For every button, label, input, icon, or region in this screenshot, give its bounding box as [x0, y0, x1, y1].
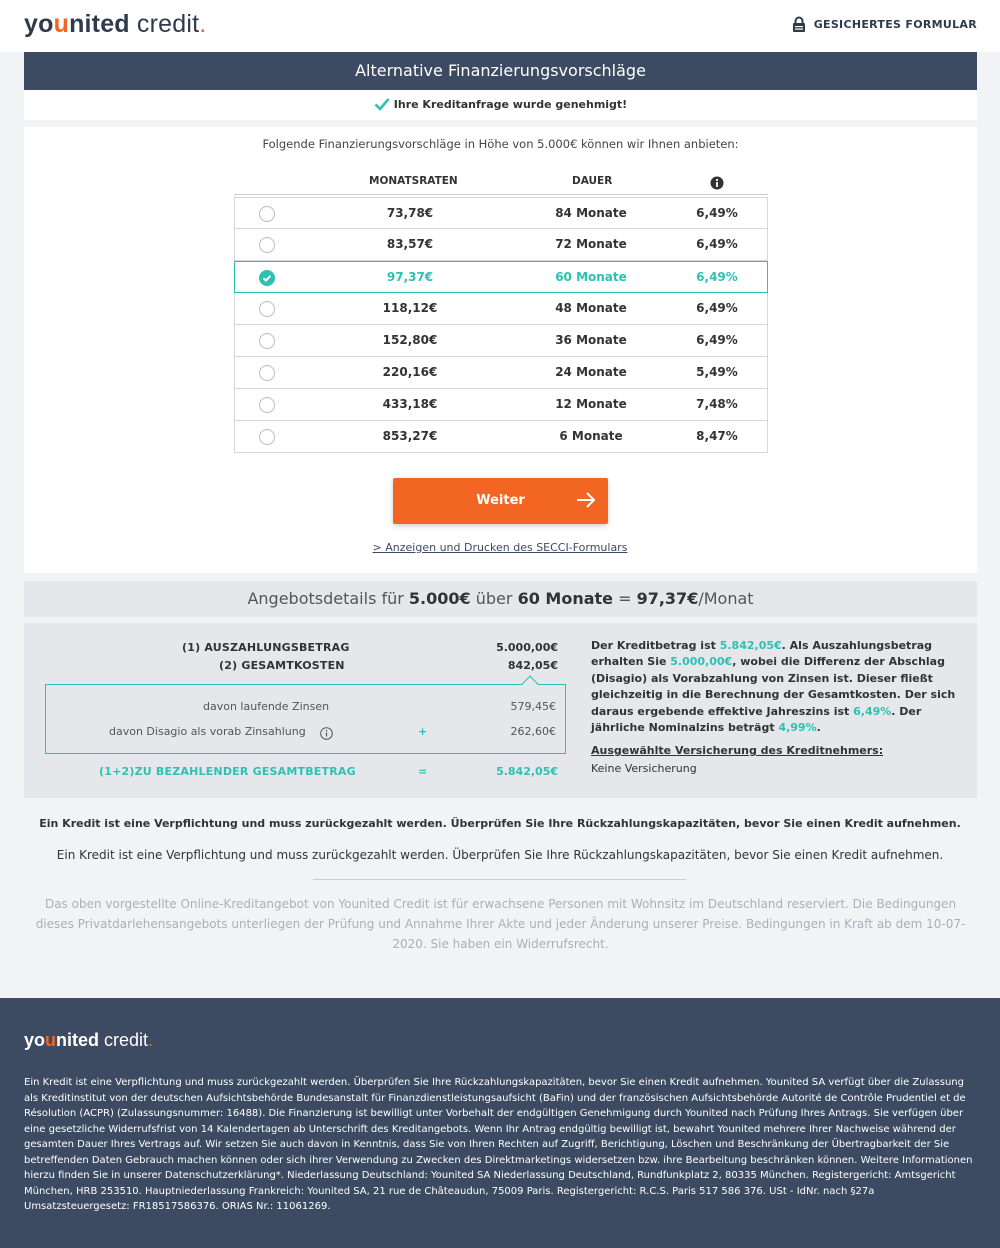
- divider: [313, 879, 686, 880]
- disagio-label: davon Disagio als vorab Zinsahlung: [109, 725, 306, 738]
- continue-button[interactable]: Weiter: [393, 478, 608, 524]
- radio-button[interactable]: [259, 333, 275, 349]
- footer-legal-text: Ein Kredit ist eine Verpflichtung und muss zurückgezahlt werden. Überprüfen Sie Ihre Rückzahlungskapazitäten, bevor Sie einen Kredit aufnehmen. Younited SA verfügt über die Zulassung als Kreditinstitut von der deutschen Aufsichtsbehörde Bundesanstalt für Finanzdienstleistungsaufsicht (BaFin) und der französischen Aufsichtsbehörde Autorité de Contrôle Prudentiel et de Résolution (ACPR) (Zulassungsnummer: 16488). Die Finanzierung ist bewilligt unter Vorbehalt der endgültigen Genehmigung durch Younited nach Prüfung Ihres Antrags. Sie verfügen über eine gesetzliche Widerrufsfrist von 14 Kalendertagen ab Unterschrift des Kreditangebots. Wenn Ihr Antrag endgültig bewilligt ist, bewahrt Younited mehrere Ihrer Nachweise während der gesamten Dauer Ihres Vertrags auf. Wir setzen Sie auch davon in Kenntnis, dass Sie von Ihren Rechten auf Zugriff, Berichtigung, Löschen und Beschränkung der Übertragbarkeit der Sie betreffenden Daten Gebrauch machen können oder sich ihrer Verwendung zu Zwecken des Direktmarketings widersetzen bzw. ihre Bearbeitung beschränken können. Weitere Informationen hierzu finden Sie in unserer Datenschutzerklärung*. Niederlassung Deutschland: Younited SA Niederlassung Deutschland, Rundfunkplatz 2, 80335 München. Registergericht: Amtsgericht München, HRB 253510. Hauptniederlassung Frankreich: Younited SA, 21 rue de Châteaudun, 75009 Paris. Registergericht: R.C.S. Paris 517 586 376. USt - IdNr. nach §27a Umsatzsteuergesetz: FR18517586376. ORIAS Nr.: 11061269.: [24, 1077, 973, 1212]
- credit-warning: Ein Kredit ist eine Verpflichtung und muss zurückgezahlt werden. Überprüfen Sie Ihre Rückzahlungskapazitäten, bevor Sie einen Kredit aufnehmen.: [56, 848, 944, 862]
- offer-apr: 8,47%: [696, 429, 738, 443]
- info-circle-icon[interactable]: [320, 725, 333, 744]
- radio-button[interactable]: [259, 206, 275, 222]
- secci-link[interactable]: > Anzeigen und Drucken des SECCI-Formulars: [372, 541, 628, 554]
- info-icon[interactable]: [710, 176, 724, 193]
- radio-button[interactable]: [259, 237, 275, 253]
- offer-duration: 12 Monate: [555, 397, 627, 411]
- offer-apr: 6,49%: [696, 301, 738, 315]
- radio-button[interactable]: [259, 365, 275, 381]
- arrow-right-icon: [576, 491, 596, 513]
- disagio-value: 262,60€: [510, 725, 556, 738]
- insurance-heading: Ausgewählte Versicherung des Kreditnehmers:: [591, 744, 884, 757]
- grand-total-value: 5.842,05€: [496, 765, 558, 778]
- offer-duration: 72 Monate: [555, 237, 627, 251]
- footer-logo[interactable]: younited credit.: [24, 1030, 154, 1050]
- offers-table: [234, 197, 768, 453]
- column-header-duration: DAUER: [572, 175, 613, 187]
- offer-duration: 60 Monate: [555, 270, 627, 284]
- offer-rate: 433,18€: [382, 397, 438, 411]
- equals-sign: =: [418, 765, 428, 778]
- radio-button[interactable]: [259, 301, 275, 317]
- plus-sign: +: [418, 725, 428, 738]
- total-cost-value: 842,05€: [507, 659, 558, 672]
- offer-row[interactable]: [234, 357, 768, 389]
- offer-duration: 84 Monate: [555, 206, 627, 220]
- offer-apr: 6,49%: [696, 206, 738, 220]
- offer-apr: 5,49%: [696, 365, 738, 379]
- offer-row[interactable]: [234, 293, 768, 325]
- interest-label: davon laufende Zinsen: [203, 700, 330, 713]
- offer-rate: 118,12€: [382, 301, 438, 315]
- offers-table-header: [234, 175, 768, 195]
- total-cost-label: (2) GESAMTKOSTEN: [219, 659, 345, 672]
- offer-duration: 24 Monate: [555, 365, 627, 379]
- approval-message: Ihre Kreditanfrage wurde genehmigt!: [24, 90, 977, 120]
- offer-row[interactable]: [234, 325, 768, 357]
- payout-value: 5.000,00€: [496, 641, 558, 654]
- footer: [0, 998, 1000, 1248]
- insurance-value: Keine Versicherung: [591, 762, 697, 775]
- offer-row[interactable]: [234, 261, 768, 293]
- legal-notice: Das oben vorgestellte Online-Kreditangebot von Younited Credit ist für erwachsene Personen mit Wohnsitz im Deutschland reserviert. Die Bedingungen dieses Privatdarlehensangebots unterliegen der Prüfung und Annahme Ihrer Akte und jeder Änderung unserer Preise. Bedingungen in Kraft ab dem 10-07-2020. Sie haben ein Widerrufsrecht.: [35, 897, 966, 951]
- radio-button[interactable]: [259, 397, 275, 413]
- offer-apr: 7,48%: [696, 397, 738, 411]
- offer-summary: Angebotsdetails für 5.000€ über 60 Monate = 97,37€/Monat: [24, 581, 977, 617]
- column-header-rate: MONATSRATEN: [369, 175, 458, 187]
- credit-warning-bold: Ein Kredit ist eine Verpflichtung und muss zurückgezahlt werden. Überprüfen Sie Ihre Rückzahlungskapazitäten, bevor Sie einen Kredit aufnehmen.: [39, 817, 961, 830]
- offer-duration: 36 Monate: [555, 333, 627, 347]
- grand-total-label: (1+2)ZU BEZAHLENDER GESAMTBETRAG: [99, 765, 356, 778]
- secure-form-indicator: [792, 16, 977, 32]
- checkmark-icon: [374, 97, 390, 111]
- offer-row[interactable]: [234, 229, 768, 261]
- offer-rate: 83,57€: [386, 237, 434, 251]
- offer-apr: 6,49%: [696, 333, 738, 347]
- offer-rate: 853,27€: [382, 429, 438, 443]
- offer-duration: 6 Monate: [559, 429, 623, 443]
- offer-rate: 73,78€: [386, 206, 434, 220]
- offer-row[interactable]: [234, 197, 768, 229]
- radio-button[interactable]: [259, 429, 275, 445]
- secure-form-label: GESICHERTES FORMULAR: [813, 17, 977, 31]
- top-bar: [0, 0, 1000, 52]
- interest-value: 579,45€: [510, 700, 556, 713]
- page-title: Alternative Finanzierungsvorschläge: [24, 52, 977, 90]
- offer-details: [24, 623, 977, 798]
- offer-apr: 6,49%: [696, 237, 738, 251]
- offer-rate: 97,37€: [386, 270, 434, 284]
- payout-label: (1) AUSZAHLUNGSBETRAG: [182, 641, 350, 654]
- cost-breakdown-box: [45, 684, 566, 754]
- lock-icon: [792, 16, 806, 32]
- offer-rate: 152,80€: [382, 333, 438, 347]
- credit-description: Der Kreditbetrag ist 5.842,05€. Als Auszahlungsbetrag erhalten Sie 5.000,00€, wobei die Differenz der Abschlag (Disagio) als Vorabzahlung von Zinsen ist. Dieser fließt gleichzeitig in die Berechnung der Gesamtkosten. Der sich daraus ergebende effektive Jahreszins ist 6,49%. Der jährliche Nominalzins beträgt 4,99%.: [591, 639, 956, 735]
- offer-apr: 6,49%: [696, 270, 738, 284]
- radio-checked-icon[interactable]: [259, 270, 275, 286]
- offer-rate: 220,16€: [382, 365, 438, 379]
- offer-duration: 48 Monate: [555, 301, 627, 315]
- offer-row[interactable]: [234, 421, 768, 453]
- offers-intro: Folgende Finanzierungsvorschläge in Höhe von 5.000€ können wir Ihnen anbieten:: [262, 137, 739, 151]
- offer-row[interactable]: [234, 389, 768, 421]
- younited-logo[interactable]: younited credit.: [24, 10, 207, 38]
